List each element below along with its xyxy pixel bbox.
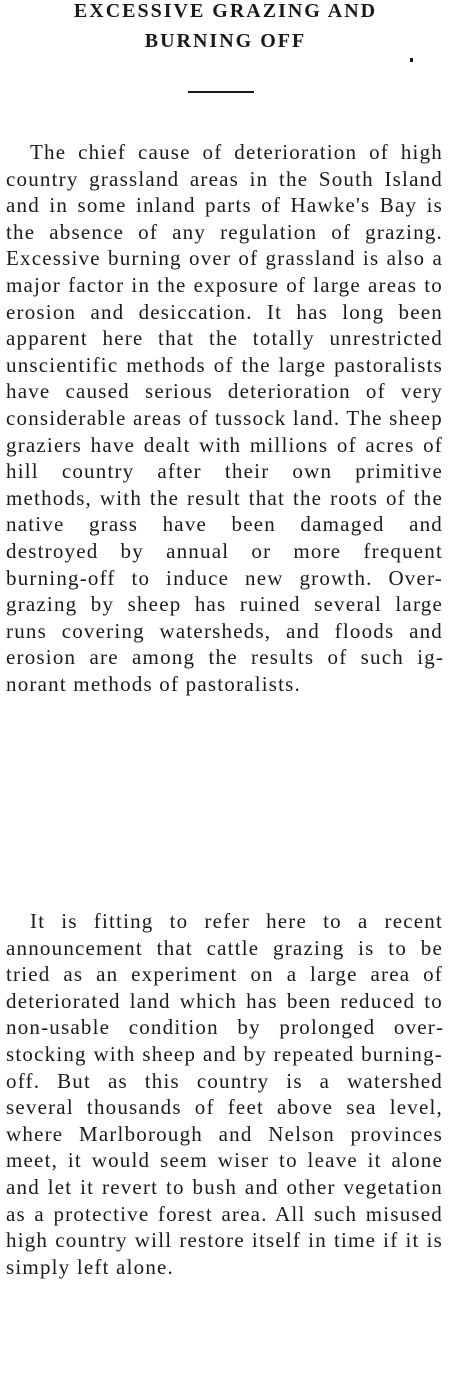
article-paragraph-2: It is fitting to refer here to a recent announcement that cattle grazing is to be tried as an experiment on a large area of deteriorated land which has been reduced to non-usable condition by prolonged overstocking with sheep and by repeated burning-off. But as this country is a watershed several thousands of feet above sea level, where Marlborough and Nelson provinces meet, it would seem wiser to leave it alone and let it revert to bush and other vegetation as a protective forest area. All such misused high country will restore itself in time if it is simply left alone. [6, 909, 443, 1279]
headline-line-2: BURNING OFF [144, 30, 307, 52]
article-paragraph-1: The chief cause of deterioration of high country grassland areas in the South Island and in some inland parts of Hawke's Bay is the absence of any regulation of grazing. Excessive burning over of grassland is also a major factor in the exposure of large areas to erosion and desiccation. It has long been apparent here that the totally unrestricted unscientific methods of the large pastoralists have caused serious deterioration of very considerable areas of tussock land. The sheep graziers have dealt with millions of acres of hill country after their own primitive methods, with the result that the roots of the native grass have been damaged and destroyed by annual or more frequent burning-off to induce new growth. Over-grazing by sheep has ruined several large runs covering watersheds, and floods and erosion are among the results of such ignorant methods of pastoralists. [6, 140, 443, 696]
headline-line-1: EXCESSIVE GRAZING AND [73, 0, 378, 22]
print-speck [410, 58, 413, 62]
headline-divider [188, 91, 254, 93]
